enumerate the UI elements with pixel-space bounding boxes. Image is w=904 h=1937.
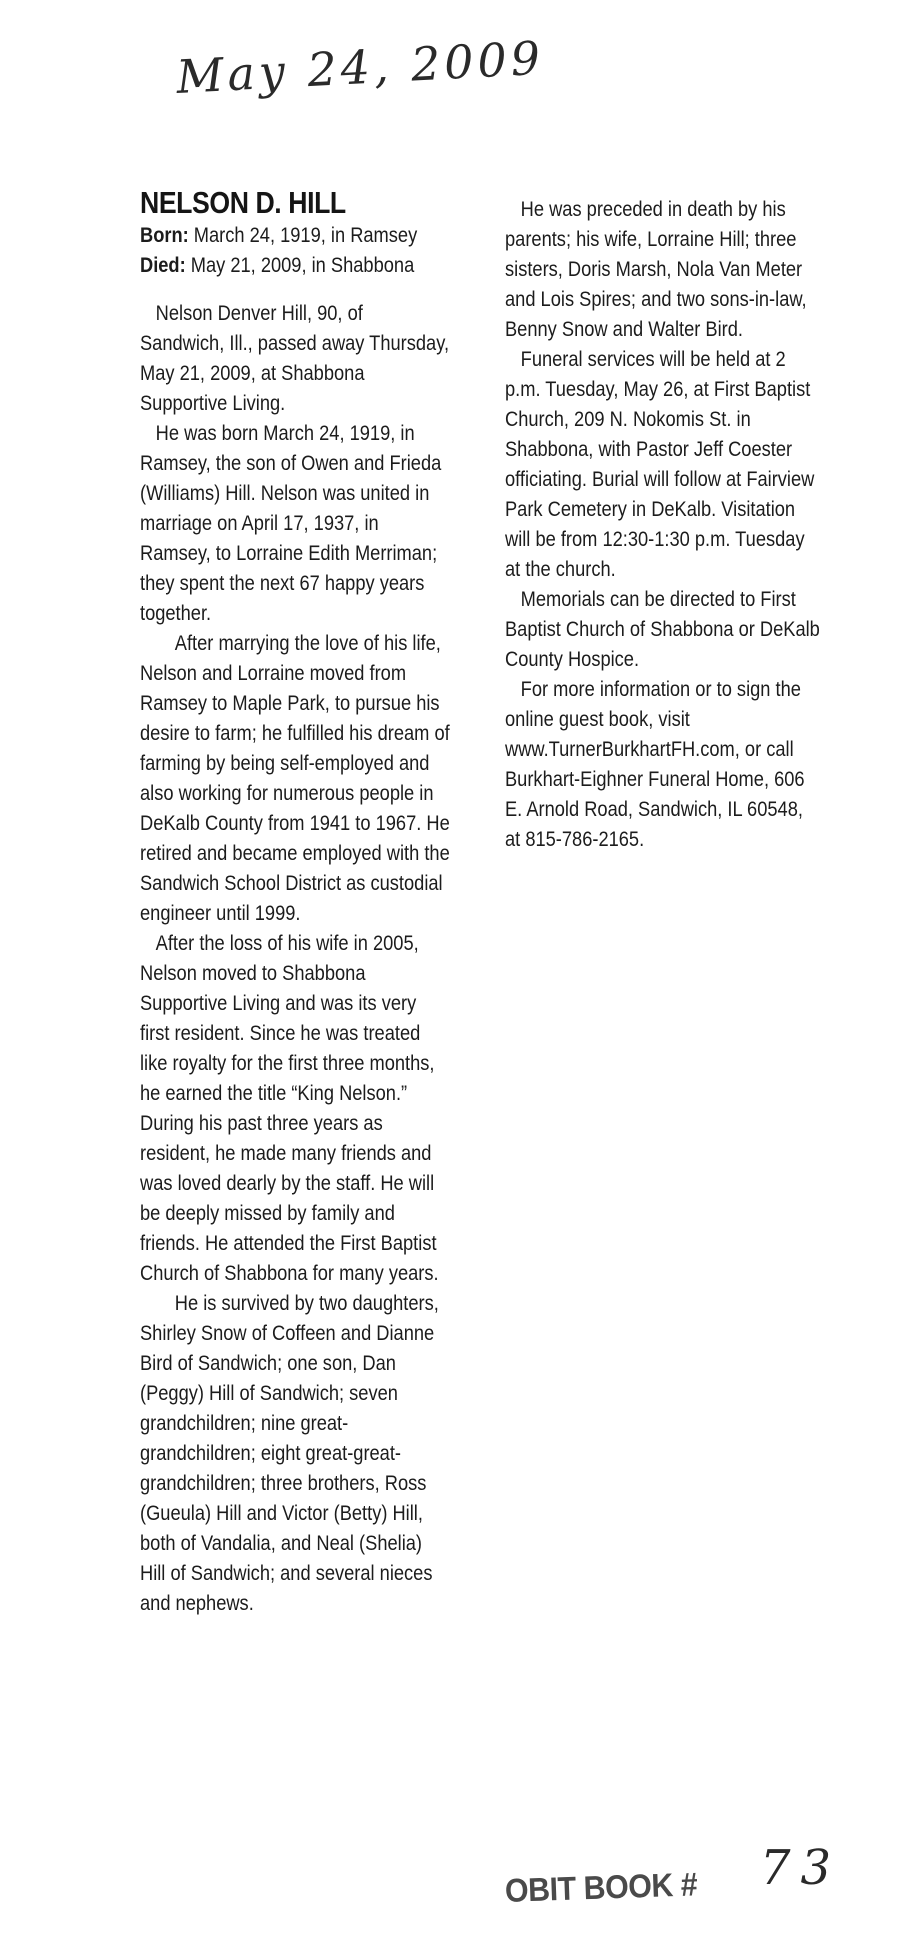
paragraph-contact: For more information or to sign the online guest book, visit www.TurnerBurkhartFH.com, or call Burkhart-Eighner Funeral Home, 606 E. Arnold Road, Sandwich, IL 60548, at 815-786-2165. [505, 678, 805, 851]
paragraph-survivors: He is survived by two daughters, Shirley Snow of Coffeen and Dianne Bird of Sandwich; one son, Dan (Peggy) Hill of Sandwich; seven grandchildren; nine great-grandchildren; eight great-great-grandchildren; three brothers, Ross (Gueula) Hill and Victor (Betty) Hill, both of Vandalia, and Neal (Shelia) Hill of Sandwich; and several nieces and nephews. [140, 1292, 439, 1615]
paragraph-memorials: Memorials can be directed to First Baptist Church of Shabbona or DeKalb County Hospice. [505, 588, 820, 671]
obit-book-number: 73 [760, 1840, 842, 1896]
paragraph-career: After marrying the love of his life, Nelson and Lorraine moved from Ramsey to Maple Park, to pursue his desire to farm; he fulfilled his dream of farming by being self-employed and also working for numerous people in DeKalb County from 1941 to 1967. He retired and became employed with the Sandwich School District as custodial engineer until 1999. [140, 632, 450, 925]
paragraph-preceded: He was preceded in death by his parents; his wife, Lorraine Hill; three sisters, Doris Marsh, Nola Van Meter and Lois Spires; and two sons-in-law, Benny Snow and Walter Bird. [505, 198, 807, 341]
handwritten-date: May 24, 2009 [175, 30, 546, 104]
born-line [140, 221, 450, 251]
died-label: Died: [140, 254, 186, 277]
vitals [140, 221, 450, 1619]
born-label: Born: [140, 224, 189, 247]
obituary-right-column [505, 195, 820, 855]
paragraph-intro: Nelson Denver Hill, 90, of Sandwich, Ill., passed away Thursday, May 21, 2009, at Shabbona Supportive Living. [140, 302, 450, 415]
died-line [140, 251, 450, 281]
obituary-left-column [140, 185, 450, 1619]
deceased-name: NELSON D. HILL [140, 185, 346, 220]
born-value: March 24, 1919, in Ramsey [193, 224, 418, 247]
paragraph-early-life: He was born March 24, 1919, in Ramsey, the son of Owen and Frieda (Williams) Hill. Nelson was united in marriage on April 17, 1937, in Ramsey, to Lorraine Edith Merriman; they spent the next 67 happy years together. [140, 422, 442, 625]
obit-book-stamp: OBIT BOOK # [504, 1865, 698, 1909]
paragraph-later-life: After the loss of his wife in 2005, Nelson moved to Shabbona Supportive Living and was its very first resident. Since he was treated like royalty for the first three months, he earned the title “King Nelson.” During his past three years as resident, he made many friends and was loved dearly by the staff. He will be deeply missed by family and friends. He attended the First Baptist Church of Shabbona for many years. [140, 932, 439, 1285]
paragraph-services: Funeral services will be held at 2 p.m. Tuesday, May 26, at First Baptist Church, 209 N. Nokomis St. in Shabbona, with Pastor Jeff Coester officiating. Burial will follow at Fairview Park Cemetery in DeKalb. Visitation will be from 12:30-1:30 p.m. Tuesday at the church. [505, 348, 815, 581]
died-value: May 21, 2009, in Shabbona [190, 254, 415, 277]
